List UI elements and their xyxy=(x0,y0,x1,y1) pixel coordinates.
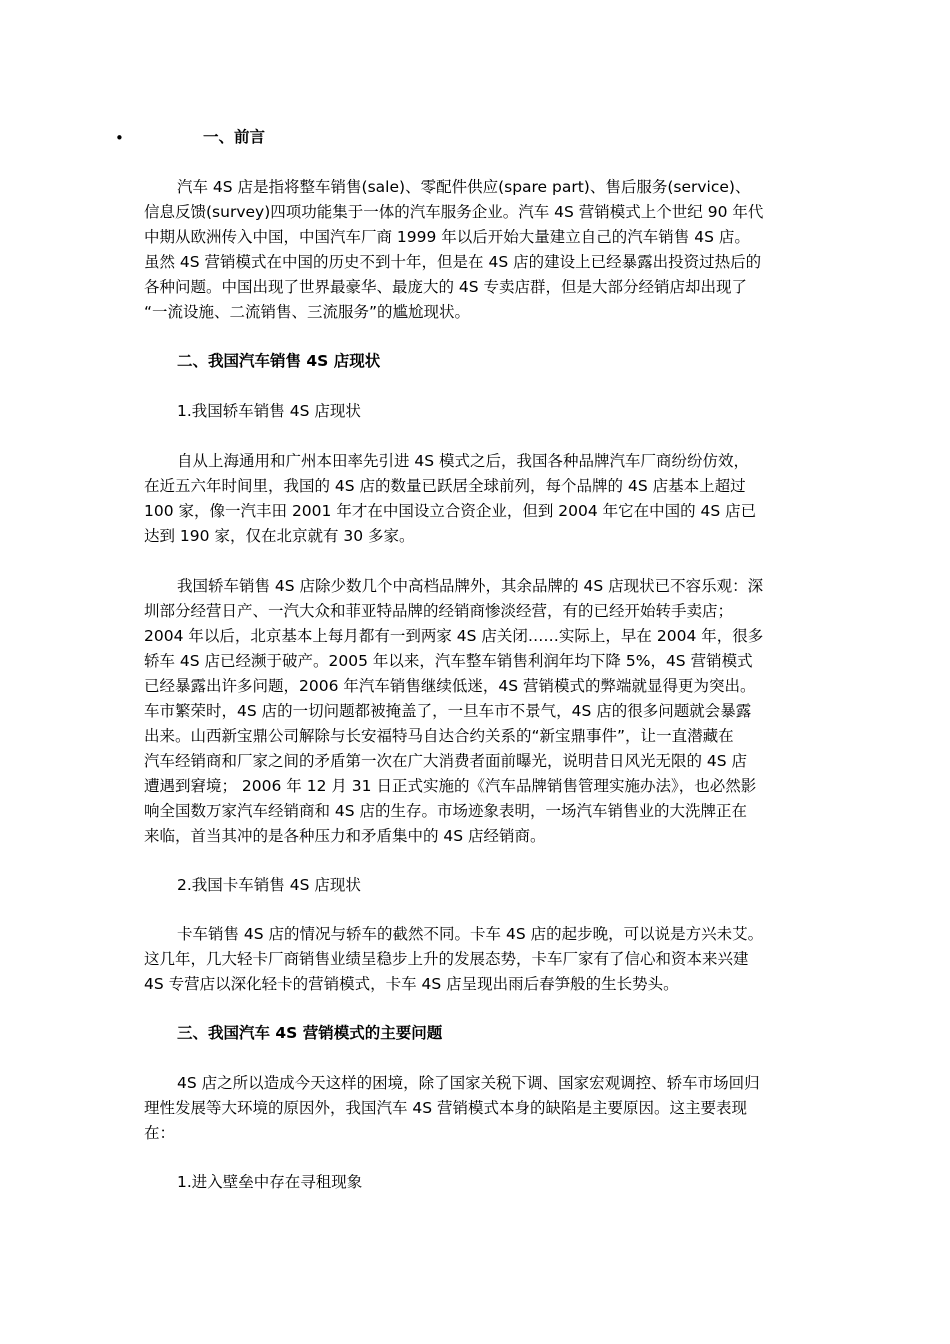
paragraph-line: 汽车经销商和厂家之间的矛盾第一次在广大消费者面前曝光，说明昔日风光无限的 4S 店 xyxy=(144,752,748,770)
paragraph-line: 达到 190 家，仅在北京就有 30 多家。 xyxy=(144,527,415,545)
paragraph-line: “一流设施、二流销售、三流服务”的尴尬现状。 xyxy=(144,303,471,321)
bullet-icon: • xyxy=(115,129,124,147)
paragraph-line: 遭遇到窘境； 2006 年 12 月 31 日正式实施的《汽车品牌销售管理实施办法》，也必然影 xyxy=(144,777,757,795)
paragraph-line: 已经暴露出许多问题，2006 年汽车销售继续低迷，4S 营销模式的弊端就显得更为突出。 xyxy=(144,677,756,695)
subheading-truck: 2.我国卡车销售 4S 店现状 xyxy=(177,876,361,894)
paragraph-line: 车市繁荣时，4S 店的一切问题都被掩盖了，一旦车市不景气，4S 店的很多问题就会暴露 xyxy=(144,702,752,720)
paragraph-line: 4S 专营店以深化轻卡的营销模式，卡车 4S 店呈现出雨后春笋般的生长势头。 xyxy=(144,975,679,993)
section-heading-problems: 三、我国汽车 4S 营销模式的主要问题 xyxy=(177,1024,443,1042)
paragraph-line: 出来。山西新宝鼎公司解除与长安福特马自达合约关系的“新宝鼎事件”，让一直潜藏在 xyxy=(144,727,734,745)
paragraph-line: 自从上海通用和广州本田率先引进 4S 模式之后，我国各种品牌汽车厂商纷纷仿效， xyxy=(177,452,750,470)
paragraph-line: 汽车 4S 店是指将整车销售(sale)、零配件供应(spare part)、售后服务(service)、 xyxy=(177,178,751,196)
subheading-entry-barriers: 1.进入壁垒中存在寻租现象 xyxy=(177,1173,363,1191)
paragraph-line: 各种问题。中国出现了世界最豪华、最庞大的 4S 专卖店群，但是大部分经销店却出现了 xyxy=(144,278,748,296)
paragraph-line: 来临，首当其冲的是各种压力和矛盾集中的 4S 店经销商。 xyxy=(144,827,546,845)
subheading-sedan: 1.我国轿车销售 4S 店现状 xyxy=(177,402,361,420)
paragraph-line: 轿车 4S 店已经濒于破产。2005 年以来，汽车整车销售利润年均下降 5%，4S 营销模式 xyxy=(144,652,753,670)
paragraph-line: 我国轿车销售 4S 店除少数几个中高档品牌外，其余品牌的 4S 店现状已不容乐观：深 xyxy=(177,577,764,595)
section-heading-preface: 一、前言 xyxy=(203,128,266,146)
paragraph-line: 理性发展等大环境的原因外，我国汽车 4S 营销模式本身的缺陷是主要原因。这主要表现 xyxy=(144,1099,748,1117)
paragraph-line: 100 家，像一汽丰田 2001 年才在中国设立合资企业，但到 2004 年它在中国的 4S 店已 xyxy=(144,502,757,520)
paragraph-line: 卡车销售 4S 店的情况与轿车的截然不同。卡车 4S 店的起步晚，可以说是方兴未艾。 xyxy=(177,925,764,943)
paragraph-line: 这几年，几大轻卡厂商销售业绩呈稳步上升的发展态势，卡车厂家有了信心和资本来兴建 xyxy=(144,950,749,968)
paragraph-line: 在： xyxy=(144,1124,176,1142)
paragraph-line: 4S 店之所以造成今天这样的困境，除了国家关税下调、国家宏观调控、轿车市场回归 xyxy=(177,1074,760,1092)
paragraph-line: 圳部分经营日产、一汽大众和菲亚特品牌的经销商惨淡经营，有的已经开始转手卖店； xyxy=(144,602,734,620)
section-heading-status: 二、我国汽车销售 4S 店现状 xyxy=(177,352,381,370)
paragraph-line: 信息反馈(survey)四项功能集于一体的汽车服务企业。汽车 4S 营销模式上个世纪 90 年代 xyxy=(144,203,764,221)
paragraph-line: 虽然 4S 营销模式在中国的历史不到十年，但是在 4S 店的建设上已经暴露出投资过热后的 xyxy=(144,253,762,271)
paragraph-line: 中期从欧洲传入中国，中国汽车厂商 1999 年以后开始大量建立自己的汽车销售 4S 店。 xyxy=(144,228,750,246)
paragraph-line: 在近五六年时间里，我国的 4S 店的数量已跃居全球前列，每个品牌的 4S 店基本上超过 xyxy=(144,477,746,495)
paragraph-line: 响全国数万家汽车经销商和 4S 店的生存。市场迹象表明，一场汽车销售业的大洗牌正在 xyxy=(144,802,748,820)
paragraph-line: 2004 年以后，北京基本上每月都有一到两家 4S 店关闭……实际上，早在 2004 年，很多 xyxy=(144,627,764,645)
